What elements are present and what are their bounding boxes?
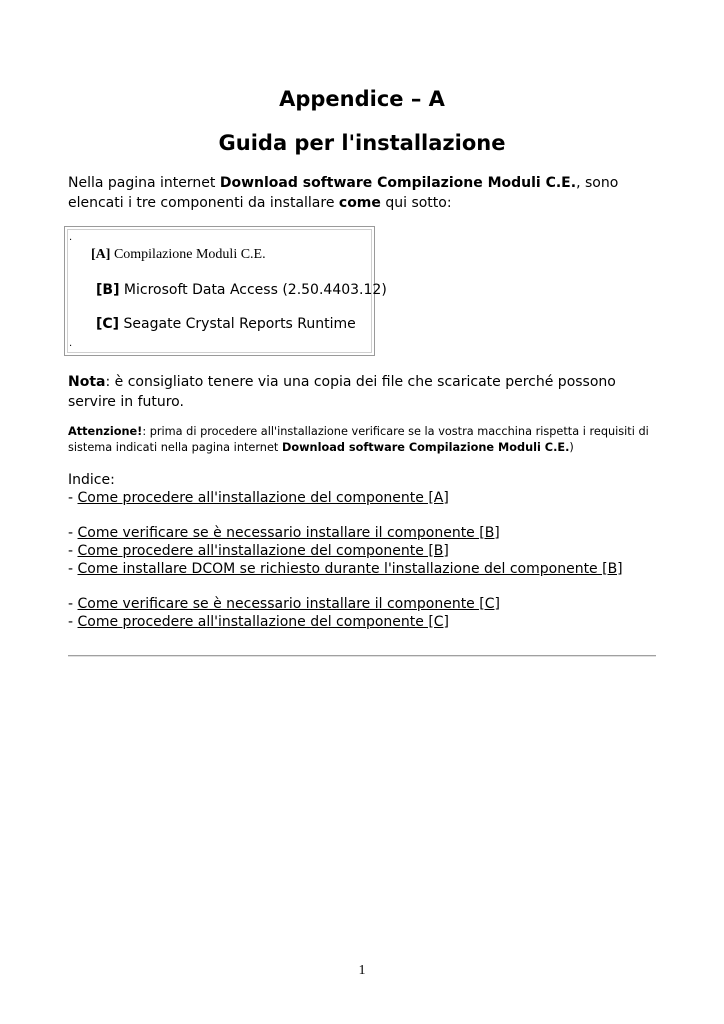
intro-suffix: qui sotto: bbox=[380, 195, 452, 211]
index-dash: - bbox=[68, 525, 78, 541]
guide-title: Guida per l'installazione bbox=[218, 131, 506, 155]
index-dash: - bbox=[68, 490, 78, 506]
link-verify-b[interactable]: Come verificare se è necessario installare il componente [B] bbox=[77, 525, 500, 541]
component-b-tag: [B] bbox=[96, 282, 120, 298]
index-gap bbox=[68, 506, 658, 523]
box-dot-top: . bbox=[69, 232, 73, 243]
attenzione-text: : prima di procedere all'installazione verificare se la vostra macchina rispetta i requisiti di sistema indicati nella pagina internet bbox=[68, 425, 649, 454]
intro-middle: , sono elencati i tre componenti da installare bbox=[68, 175, 619, 211]
index-dash: - bbox=[68, 614, 78, 630]
index-item bbox=[68, 541, 658, 559]
intro-prefix: Nella pagina internet bbox=[68, 175, 220, 191]
intro-page-name: Download software Compilazione Moduli C.E. bbox=[219, 175, 577, 191]
index-item bbox=[68, 594, 658, 612]
link-install-a[interactable]: Come procedere all'installazione del componente [A] bbox=[77, 490, 449, 506]
link-dcom-b[interactable]: Come installare DCOM se richiesto durante l'installazione del componente [B] bbox=[77, 561, 623, 577]
index-heading: Indice: bbox=[68, 472, 115, 488]
component-b bbox=[96, 282, 387, 298]
attenzione-suffix: ) bbox=[569, 441, 574, 454]
component-c bbox=[96, 316, 356, 332]
component-a bbox=[91, 247, 266, 263]
link-install-c[interactable]: Come procedere all'installazione del componente [C] bbox=[77, 614, 450, 630]
component-c-label: Seagate Crystal Reports Runtime bbox=[119, 316, 356, 332]
index-item bbox=[68, 523, 658, 541]
attenzione-page-name: Download software Compilazione Moduli C.E. bbox=[281, 441, 570, 454]
attenzione-paragraph bbox=[68, 424, 658, 456]
index-gap bbox=[68, 577, 658, 594]
component-c-tag: [C] bbox=[96, 316, 120, 332]
index-dash: - bbox=[68, 543, 78, 559]
index-item bbox=[68, 488, 658, 506]
appendix-title: Appendice – A bbox=[279, 87, 445, 111]
component-b-label: Microsoft Data Access (2.50.4403.12) bbox=[119, 282, 387, 298]
link-verify-c[interactable]: Come verificare se è necessario installare il componente [C] bbox=[77, 596, 500, 612]
components-box bbox=[64, 226, 387, 356]
index-dash: - bbox=[68, 596, 78, 612]
nota-text: : è consigliato tenere via una copia dei file che scaricate perché possono servire in futuro. bbox=[68, 374, 616, 410]
intro-come: come bbox=[338, 195, 381, 211]
page-number: 1 bbox=[358, 963, 366, 978]
box-dot-bottom: . bbox=[69, 338, 73, 349]
nota-paragraph bbox=[68, 372, 658, 412]
component-a-label: Compilazione Moduli C.E. bbox=[110, 247, 266, 262]
nota-label: Nota bbox=[68, 374, 106, 390]
index-dash: - bbox=[68, 561, 78, 577]
horizontal-rule bbox=[68, 655, 656, 657]
index-item bbox=[68, 612, 658, 630]
component-a-tag: [A] bbox=[91, 247, 111, 262]
index-item bbox=[68, 559, 658, 577]
index-section bbox=[68, 470, 658, 630]
intro-paragraph bbox=[68, 173, 658, 213]
link-install-b[interactable]: Come procedere all'installazione del componente [B] bbox=[77, 543, 449, 559]
attenzione-label: Attenzione! bbox=[68, 425, 143, 438]
